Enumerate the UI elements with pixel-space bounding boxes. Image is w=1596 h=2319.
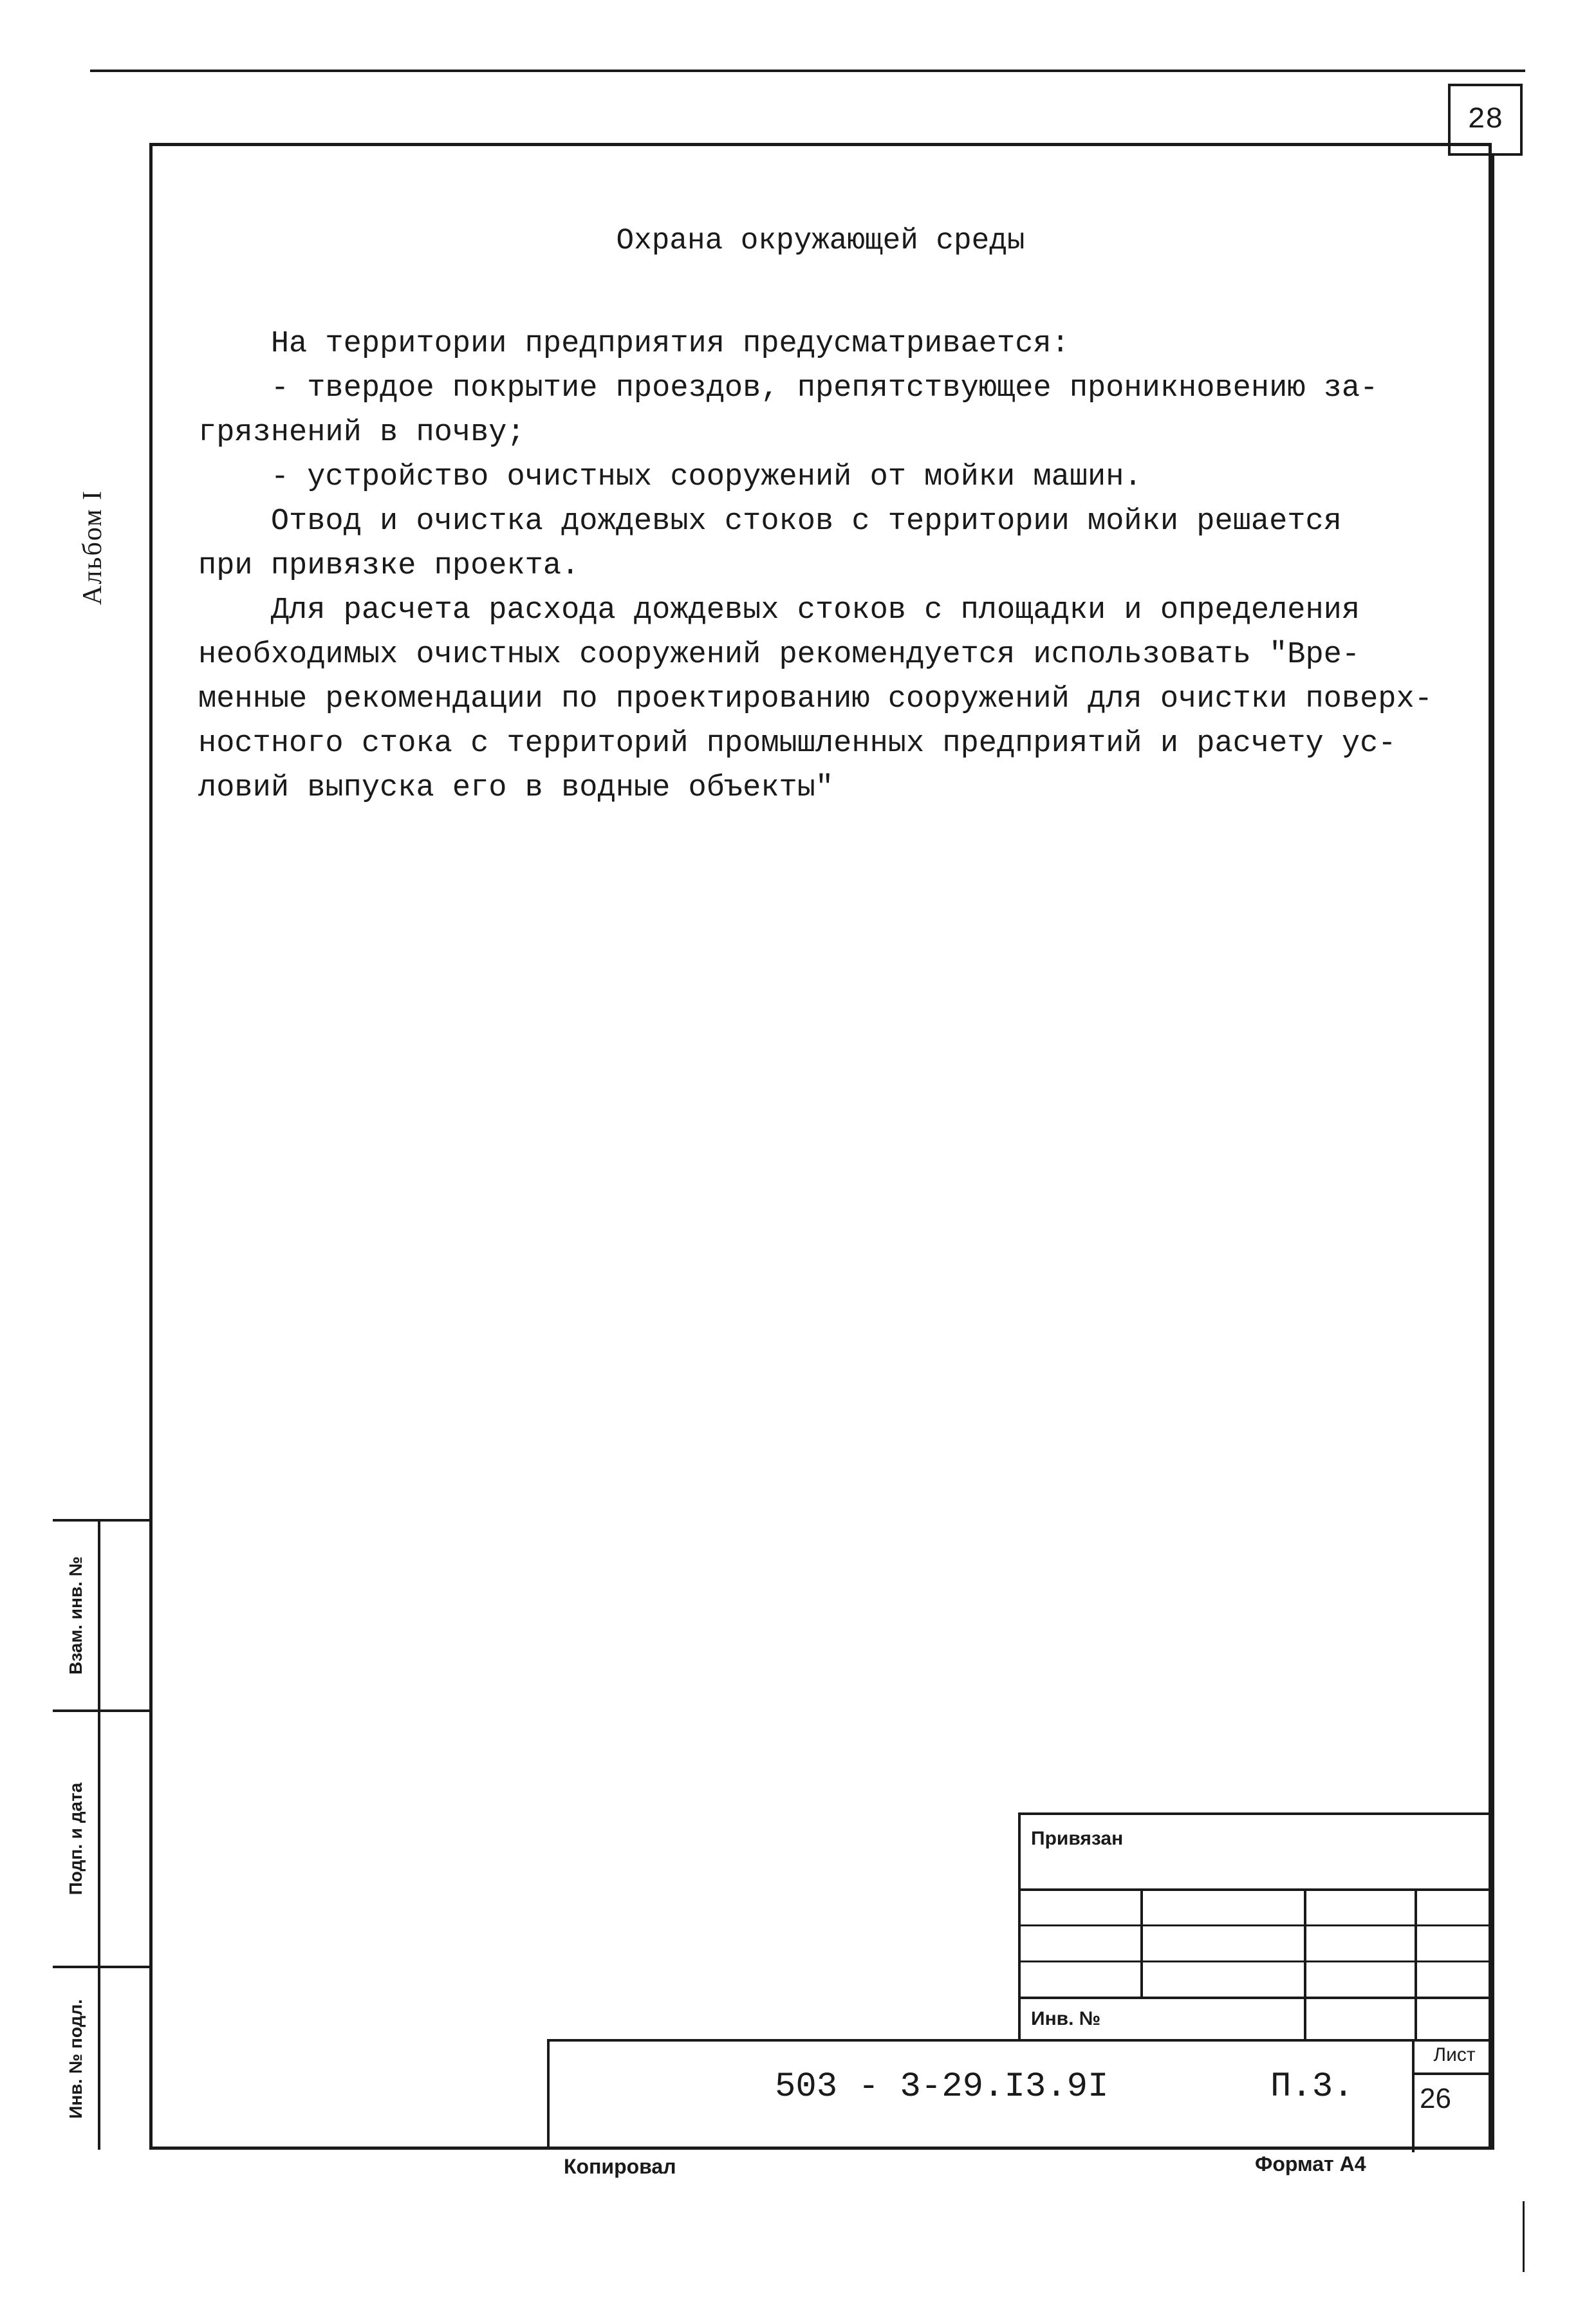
- stamp-column-line: [1304, 1888, 1306, 2039]
- side-label-replace-inv: Взам. инв. №: [66, 1556, 86, 1675]
- attached-label: Привязан: [1031, 1828, 1124, 1849]
- side-cell-sign-date: [53, 1709, 149, 1966]
- top-rule: [90, 70, 1525, 72]
- body-line: ловий выпуска его в водные объекты": [198, 771, 834, 805]
- format-label: Формат А4: [1255, 2152, 1366, 2175]
- body-line: менные рекомендации по проектированию сооружений для очистки поверх-: [198, 682, 1433, 716]
- stamp-rule: [1021, 1997, 1492, 1999]
- title-block: [547, 2039, 1492, 2150]
- document-section: П.3.: [1270, 2067, 1354, 2107]
- body-line: грязнений в почву;: [198, 416, 525, 450]
- side-label-inv-orig: Инв. № подл.: [66, 1999, 86, 2119]
- side-stamp-strip: [53, 1519, 149, 2150]
- stamp-rule: [1021, 1924, 1492, 1926]
- inv-label: Инв. №: [1031, 2008, 1101, 2029]
- sheet-cell: [1412, 2042, 1494, 2152]
- side-label-sign-date: Подп. и дата: [66, 1782, 86, 1895]
- side-cell-inv-orig: [53, 1966, 149, 2150]
- album-label: Альбом I: [78, 489, 107, 605]
- copied-by-label: Копировал: [564, 2155, 676, 2178]
- attachment-stamp: [1018, 1812, 1492, 2039]
- body-line: Отвод и очистка дождевых стоков с территории мойки решается: [198, 505, 1342, 539]
- frame-right-line: [1492, 154, 1494, 2150]
- stamp-rule: [1021, 1960, 1492, 1962]
- body-line: На территории предприятия предусматривается:: [198, 327, 1070, 361]
- body-line: ностного стока с территорий промышленных предприятий и расчету ус-: [198, 727, 1396, 761]
- sheet-number: 26: [1420, 2083, 1451, 2114]
- page-title: Охрана окружающей среды: [616, 224, 1025, 257]
- body-line: необходимых очистных сооружений рекомендуется использовать "Вре-: [198, 638, 1360, 672]
- body-line: при привязке проекта.: [198, 549, 580, 583]
- body-line: Для расчета расхода дождевых стоков с площадки и определения: [198, 593, 1360, 628]
- body-line: - твердое покрытие проездов, препятствующее проникновению за-: [198, 371, 1378, 405]
- stamp-column-line: [1140, 1888, 1143, 1997]
- body-line: - устройство очистных сооружений от мойки машин.: [198, 460, 1142, 494]
- stamp-rule: [1021, 1888, 1492, 1891]
- sheet-label: Лист: [1433, 2044, 1476, 2065]
- margin-mark: [1523, 2201, 1525, 2272]
- stamp-column-line: [1415, 1888, 1417, 2039]
- side-cell-replace-inv: [53, 1519, 149, 1709]
- page-number: 28: [1467, 103, 1503, 136]
- sheet-cell-divider: [1415, 2072, 1494, 2075]
- document-code: 503 - 3-29.I3.9I: [775, 2067, 1109, 2107]
- body-text: [198, 322, 1472, 810]
